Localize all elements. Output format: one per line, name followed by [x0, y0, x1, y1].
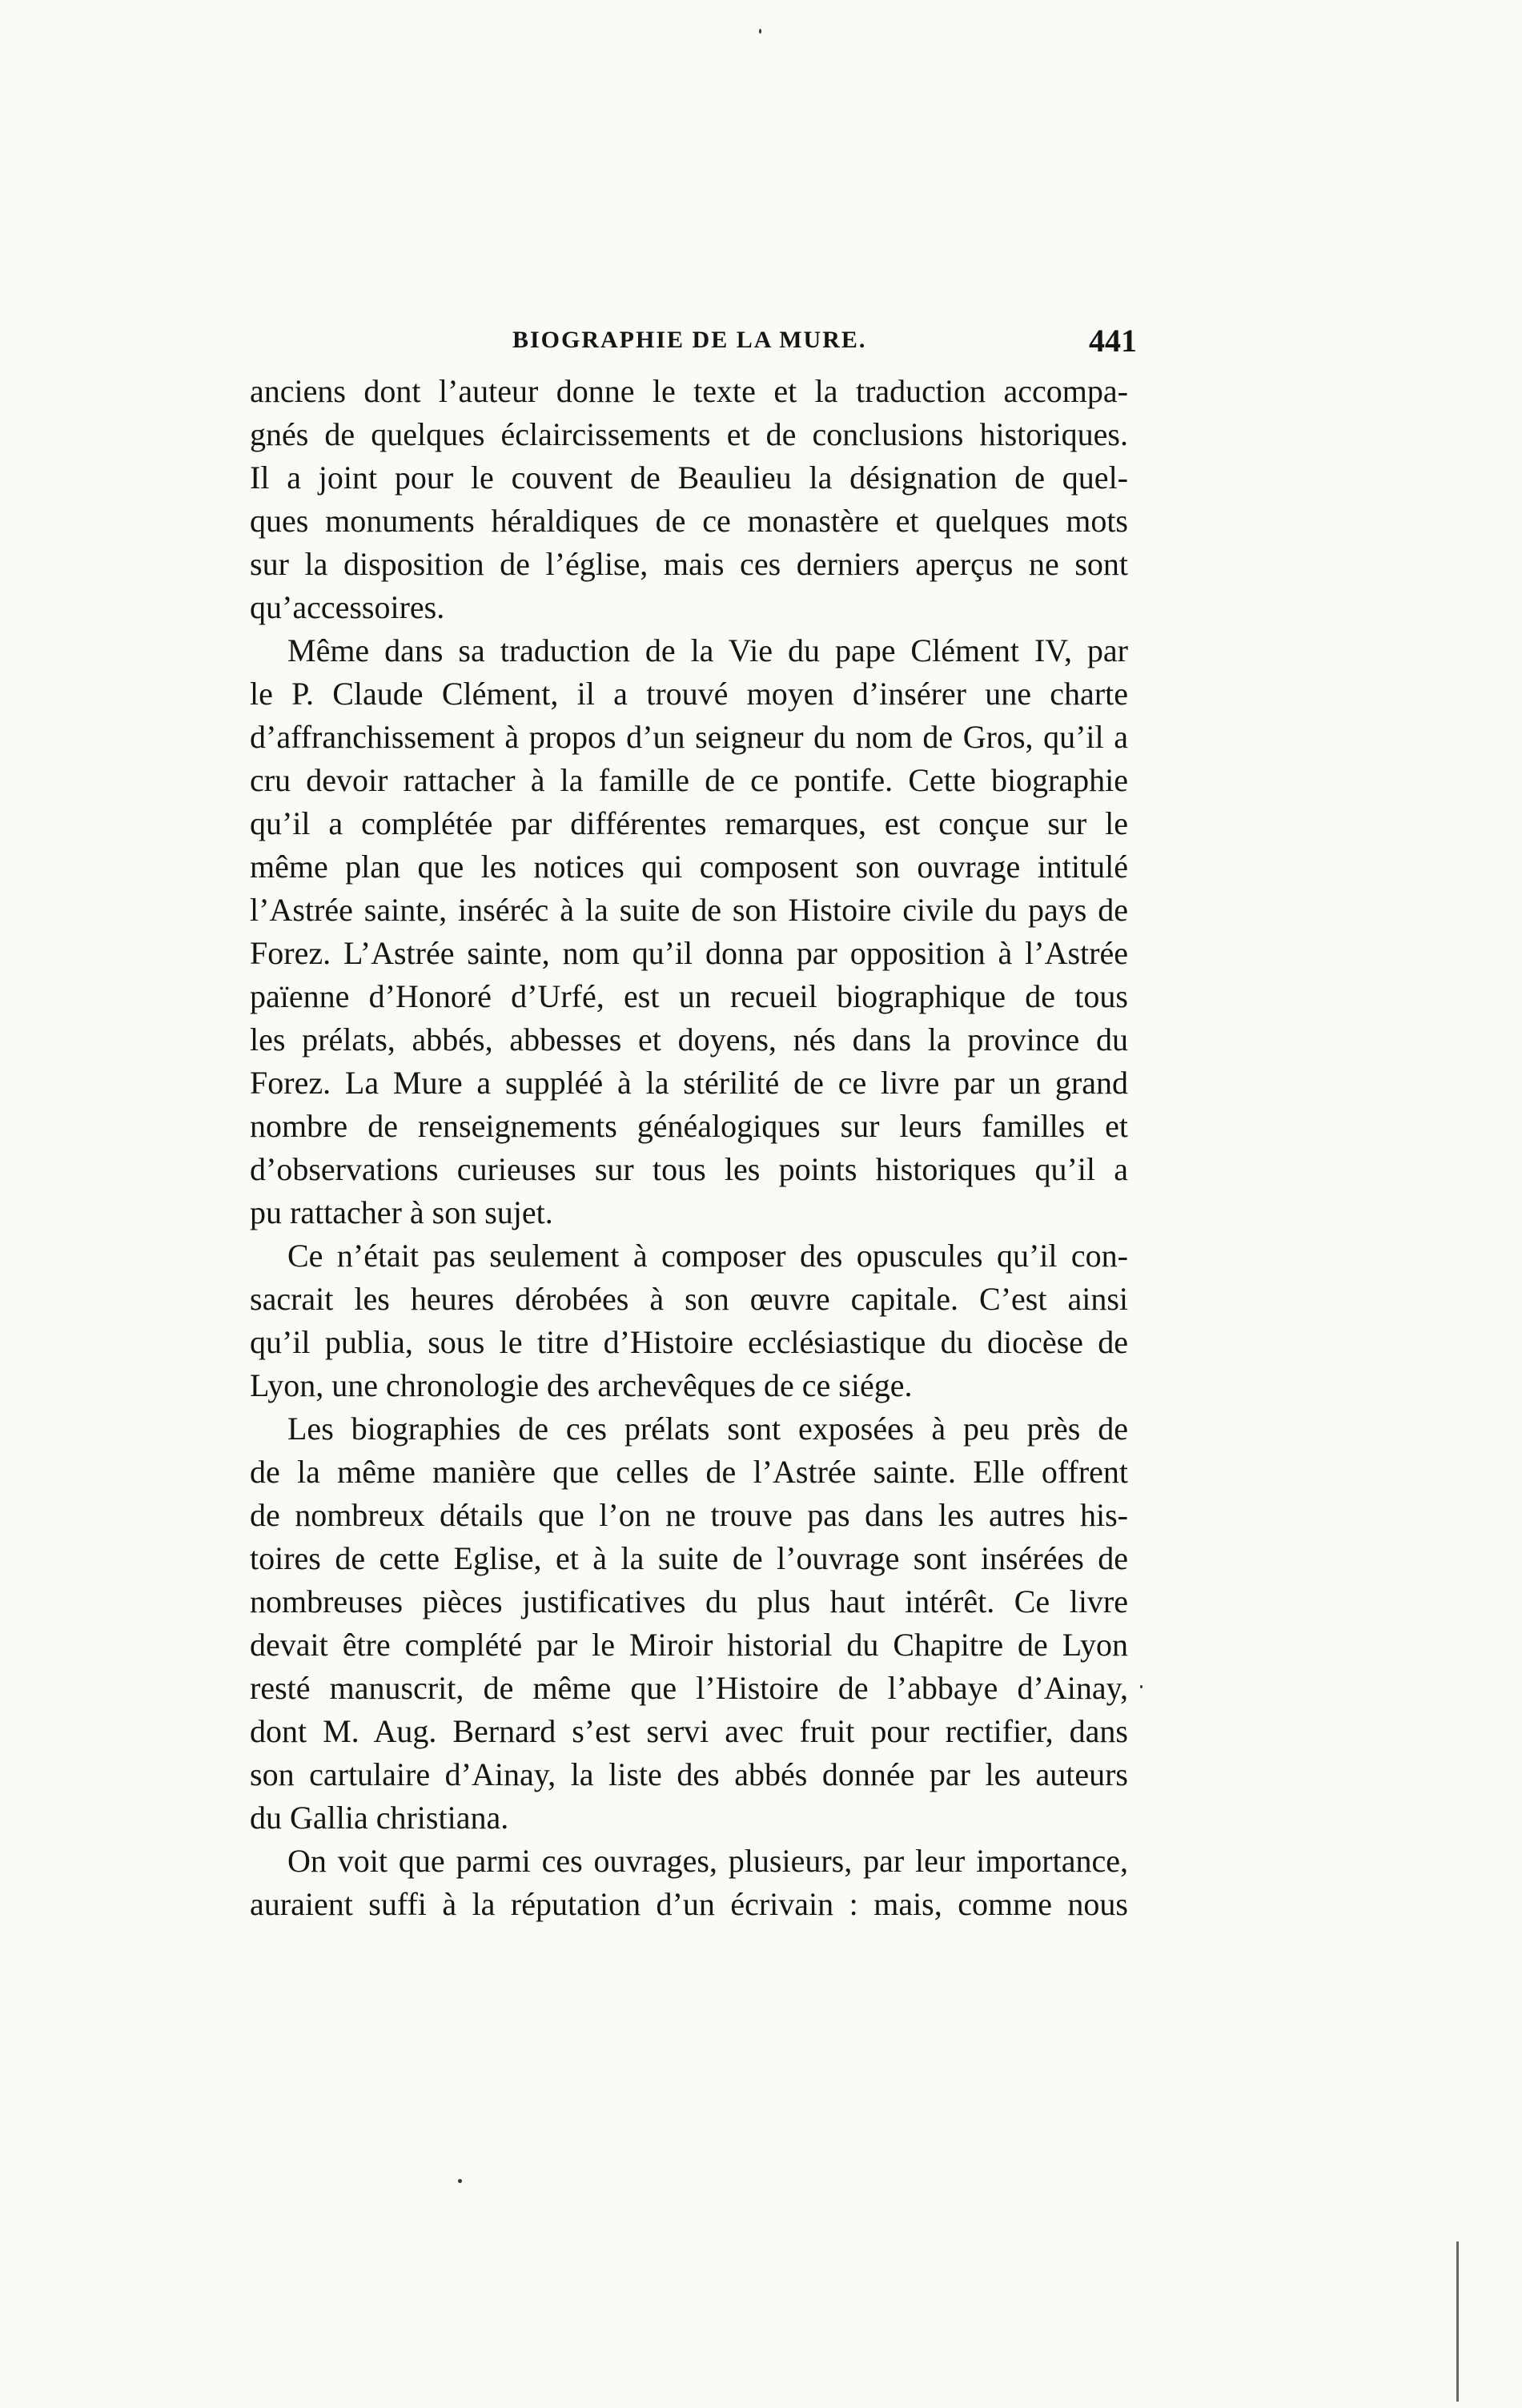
text-line: d’observations curieuses sur tous les points historiques qu’il a	[250, 1151, 1128, 1187]
text-line: du Gallia christiana.	[250, 1800, 509, 1836]
text-line: On voit que parmi ces ouvrages, plusieurs, par leur importance,	[287, 1843, 1128, 1879]
text-line: sur la disposition de l’église, mais ces derniers aperçus ne sont	[250, 546, 1128, 582]
text-line: Forez. La Mure a suppléé à la stérilité de ce livre par un grand	[250, 1065, 1128, 1101]
text-line: pu rattacher à son sujet.	[250, 1194, 553, 1230]
text-line: qu’accessoires.	[250, 589, 445, 625]
text-line: même plan que les notices qui composent son ouvrage intitulé	[250, 849, 1128, 885]
text-line: auraient suffi à la réputation d’un écrivain : mais, comme nous	[250, 1886, 1128, 1922]
text-line: d’affranchissement à propos d’un seigneur du nom de Gros, qu’il a	[250, 719, 1128, 755]
text-line: Il a joint pour le couvent de Beaulieu la désignation de quel-	[250, 460, 1128, 496]
scan-edge-line	[1456, 2241, 1459, 2402]
text-line: de nombreux détails que l’on ne trouve pas dans les autres his-	[250, 1497, 1128, 1533]
text-line: cru devoir rattacher à la famille de ce pontife. Cette biographie	[250, 762, 1128, 798]
text-line: nombre de renseignements généalogiques sur leurs familles et	[250, 1108, 1128, 1144]
body-text	[250, 370, 1128, 1939]
scan-speck	[1140, 1685, 1143, 1688]
text-line: Même dans sa traduction de la Vie du pape Clément IV, par	[287, 632, 1128, 668]
text-line: gnés de quelques éclaircissements et de conclusions historiques.	[250, 416, 1128, 452]
text-line: nombreuses pièces justificatives du plus haut intérêt. Ce livre	[250, 1583, 1128, 1619]
text-line: son cartulaire d’Ainay, la liste des abbés donnée par les auteurs	[250, 1756, 1128, 1792]
text-line: anciens dont l’auteur donne le texte et la traduction accompa-	[250, 373, 1128, 409]
text-line: le P. Claude Clément, il a trouvé moyen d’insérer une charte	[250, 676, 1128, 712]
running-title: BIOGRAPHIE DE LA MURE.	[512, 327, 867, 353]
scan-speck	[458, 2179, 462, 2183]
text-line: qu’il publia, sous le titre d’Histoire ecclésiastique du diocèse de	[250, 1324, 1128, 1360]
scan-speck	[759, 29, 761, 34]
text-line: Lyon, une chronologie des archevêques de ce siége.	[250, 1367, 913, 1403]
text-line: qu’il a complétée par différentes remarques, est conçue sur le	[250, 805, 1128, 841]
page-number: 441	[1089, 323, 1137, 359]
text-line: l’Astrée sainte, inséréc à la suite de son Histoire civile du pays de	[250, 892, 1128, 928]
text-line: ques monuments héraldiques de ce monastère et quelques mots	[250, 503, 1128, 539]
text-line: Ce n’était pas seulement à composer des opuscules qu’il con-	[287, 1238, 1128, 1274]
text-line: païenne d’Honoré d’Urfé, est un recueil biographique de tous	[250, 978, 1128, 1014]
text-line: dont M. Aug. Bernard s’est servi avec fruit pour rectifier, dans	[250, 1713, 1128, 1749]
text-line: Les biographies de ces prélats sont exposées à peu près de	[287, 1411, 1128, 1447]
running-head	[512, 323, 1137, 359]
text-line: sacrait les heures dérobées à son œuvre capitale. C’est ainsi	[250, 1281, 1128, 1317]
text-line: de la même manière que celles de l’Astrée sainte. Elle offrent	[250, 1454, 1128, 1490]
text-line: les prélats, abbés, abbesses et doyens, nés dans la province du	[250, 1021, 1128, 1058]
text-line: resté manuscrit, de même que l’Histoire de l’abbaye d’Ainay,	[250, 1670, 1128, 1706]
text-line: Forez. L’Astrée sainte, nom qu’il donna par opposition à l’Astrée	[250, 935, 1128, 971]
text-line: toires de cette Eglise, et à la suite de l’ouvrage sont insérées de	[250, 1540, 1128, 1576]
text-line: devait être complété par le Miroir historial du Chapitre de Lyon	[250, 1627, 1128, 1663]
